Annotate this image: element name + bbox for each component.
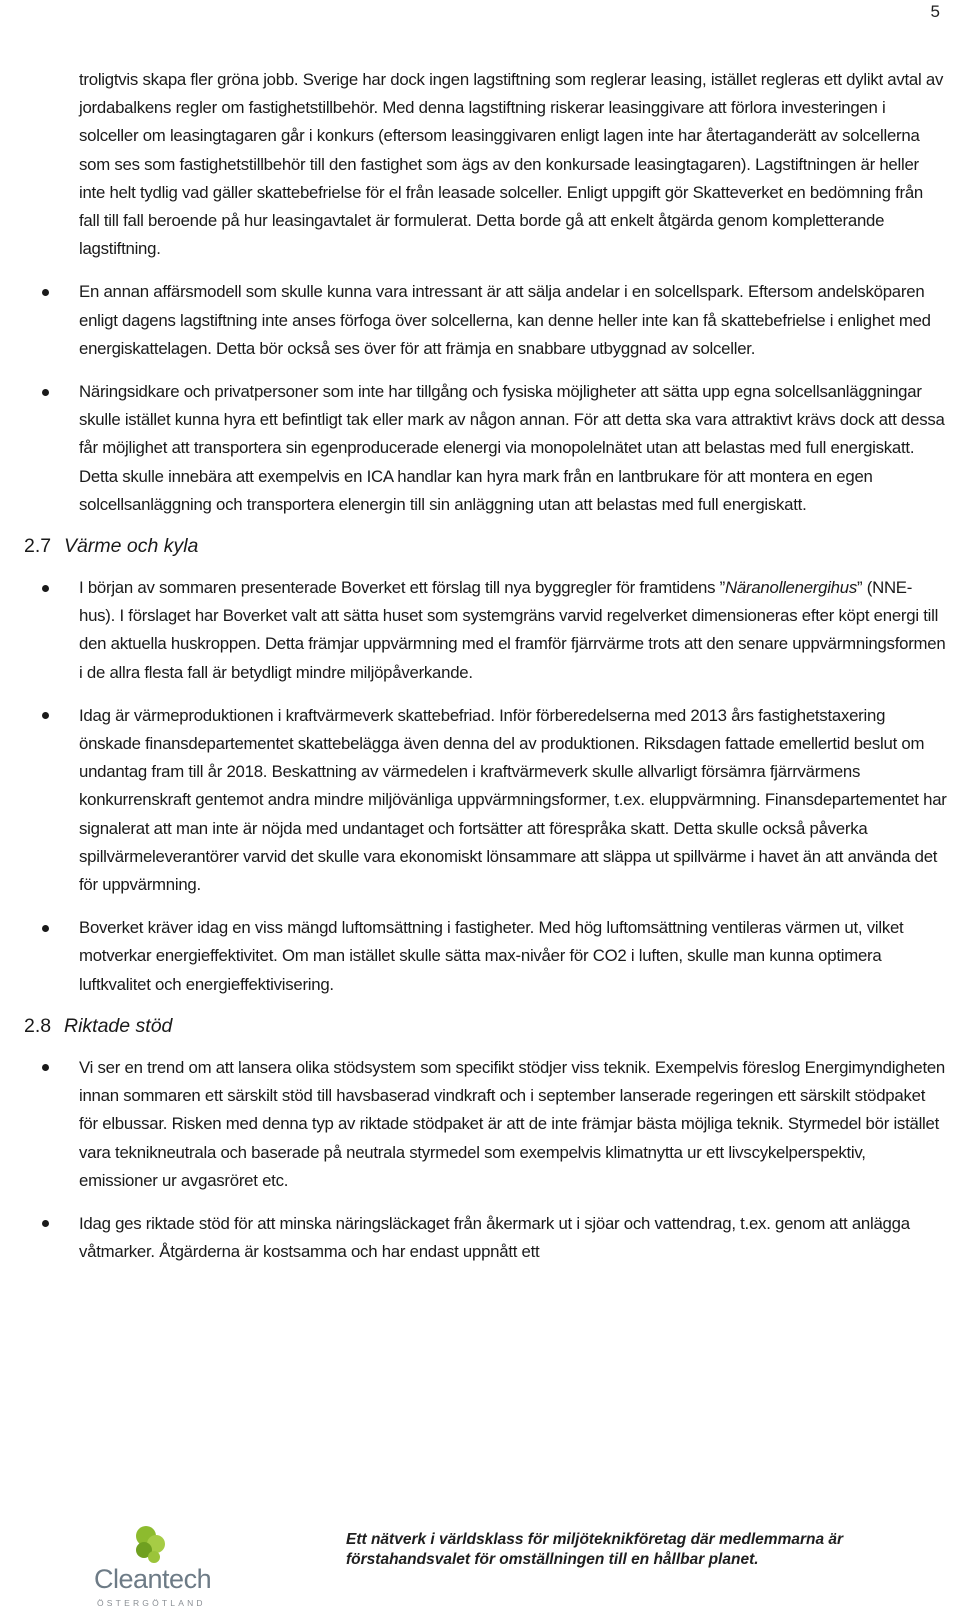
section-heading xyxy=(24,1006,960,1046)
text-run: ” (NNE-hus). I förslaget har Boverket valt att sätta huset som systemgräns varvid regelverket dimensioneras efter köpt energi till den aktuella huskroppen. Detta främjar uppvärmning med el framför fjärrvärme trots att den senare uppvärmningsformen i de allra flesta fall är betydligt mindre miljöpåverkande. xyxy=(79,578,946,682)
section-number: 2.7 xyxy=(24,535,52,558)
list-item xyxy=(0,1210,960,1266)
cleantech-logo xyxy=(94,1520,214,1615)
bullet-icon xyxy=(42,1064,49,1071)
list-item-text: Idag ges riktade stöd för att minska näringsläckaget från åkermark ut i sjöar och vattendrag, t.ex. genom att anlägga våtmarker. Åtgärderna är kostsamma och har endast uppnått ett xyxy=(79,1213,910,1262)
bullet-icon xyxy=(42,925,49,932)
list-item-text: En annan affärsmodell som skulle kunna vara intressant är att sälja andelar i en solcellspark. Eftersom andelsköparen enligt dagens lagstiftning inte anses förfoga över solcellerna, kan denne heller inte kan få skattebefrielse i enlighet med energiskattelagen. Detta bör också ses över för att främja en snabbare utbyggnad av solceller. xyxy=(79,282,931,358)
list-item xyxy=(0,378,960,519)
list-item-text: Näringsidkare och privatpersoner som inte har tillgång och fysiska möjligheter att sätta upp egna solcellsanläggningar skulle istället kunna hyra ett befintligt tak eller mark av någon annan. För att detta ska vara attraktivt krävs dock att dessa får möjlighet att transportera sin egenproducerade elenergi via monopolelnätet utan att belastas med full energiskatt. Detta skulle innebära att exempelvis en ICA handlar kan hyra mark från en lantbrukare för att montera en egen solcellsanläggning och transportera elenergin till sin anläggning utan att belastas med full energiskatt. xyxy=(79,382,945,514)
page-number: 5 xyxy=(930,2,940,21)
bullet-icon xyxy=(42,712,49,719)
list-item-text: Idag är värmeproduktionen i kraftvärmeverk skattebefriad. Inför förberedelserna med 2013 års fastighetstaxering önskade finansdepartementet skattebelägga även denna del av produktionen. Riksdagen fattade emellertid beslut om undantag fram till år 2018. Beskattning av värmedelen i kraftvärmeverk skulle allvarligt försämra fjärrvärmens konkurrenskraft gentemot andra mindre miljövänliga uppvärmningsformer, t.ex. eluppvärmning. Finansdepartementet har signalerat att man inte är nöjda med undantaget och fortsätter att förespråka skatt. Detta skulle också påverka spillvärmeleverantörer varvid det skulle vara ekonomiskt lönsammare att släppa ut spillvärme i havet än att använda det för uppvärmning. xyxy=(79,705,947,895)
section-number: 2.8 xyxy=(24,1014,52,1037)
list-item-text xyxy=(79,574,947,687)
section-title: Riktade stöd xyxy=(64,1014,173,1037)
footer-tagline: Ett nätverk i världsklass för miljöteknikföretag där medlemmarna är förstahandsvalet för omställningen till en hållbar planet. xyxy=(346,1531,844,1568)
page-footer xyxy=(0,1520,960,1615)
list-item xyxy=(0,914,960,999)
section-heading xyxy=(24,526,960,566)
list-item xyxy=(0,1054,960,1195)
list-item xyxy=(0,278,960,363)
bullet-icon xyxy=(42,1220,49,1227)
bullet-icon xyxy=(42,585,49,592)
logo-subtitle: ÖSTERGÖTLAND xyxy=(97,1598,206,1608)
list-item xyxy=(0,702,960,899)
emphasis-text: Näranollenergihus xyxy=(725,578,857,598)
bullet-icon xyxy=(42,289,49,296)
paragraph: troligtvis skapa fler gröna jobb. Sverige har dock ingen lagstiftning som reglerar leasing, istället regleras ett dylikt avtal av jordabalkens regler om fastighetstillbehör. Med denna lagstiftning riskerar leasinggivare att förlora investeringen i solceller om leasingtagaren går i konkurs (eftersom leasinggivaren enligt lagen inte har återtaganderätt av solcellerna som ses som fastighetstillbehör till den fastighet som ägs av den konkursade leasingtagaren). Lagstiftningen är heller inte helt tydlig vad gäller skattebefrielse för el från leasade solceller. Enligt uppgift gör Skatteverket en bedömning från fall till fall beroende på hur leasingavtalet är formulerat. Detta borde gå att enkelt åtgärda genom kompletterande lagstiftning. xyxy=(79,70,944,259)
logo-wordmark: Cleantech xyxy=(94,1564,212,1594)
list-item-text: Vi ser en trend om att lansera olika stödsystem som specifikt stödjer viss teknik. Exempelvis föreslog Energimyndigheten innan sommaren ett särskilt stöd till havsbaserad vindkraft och i september lanserade regeringen ett särskilt stödpaket för elbussar. Risken med denna typ av riktade stödpaket är att de inte främjar bästa möjliga teknik. Styrmedel bör istället vara teknikneutrala och baserade på neutrala styrmedel som exempelvis klimatnytta ur ett livscykelperspektiv, emissioner ur avgasröret etc. xyxy=(79,1057,946,1190)
list-item xyxy=(0,574,960,687)
list-item-text: Boverket kräver idag en viss mängd luftomsättning i fastigheter. Med hög luftomsättning ventileras värmen ut, vilket motverkar energieffektivitet. Om man istället skulle sätta max-nivåer för CO2 i luften, skulle man kunna optimera luftkvalitet och energieffektivisering. xyxy=(79,918,904,994)
document-body xyxy=(0,66,960,1266)
text-run: I början av sommaren presenterade Boverket ett förslag till nya byggregler för framtidens ” xyxy=(79,578,726,598)
section-title: Värme och kyla xyxy=(64,535,199,558)
leaf-circle xyxy=(148,1551,160,1563)
leaf-icon xyxy=(132,1522,172,1566)
bullet-icon xyxy=(42,389,49,396)
